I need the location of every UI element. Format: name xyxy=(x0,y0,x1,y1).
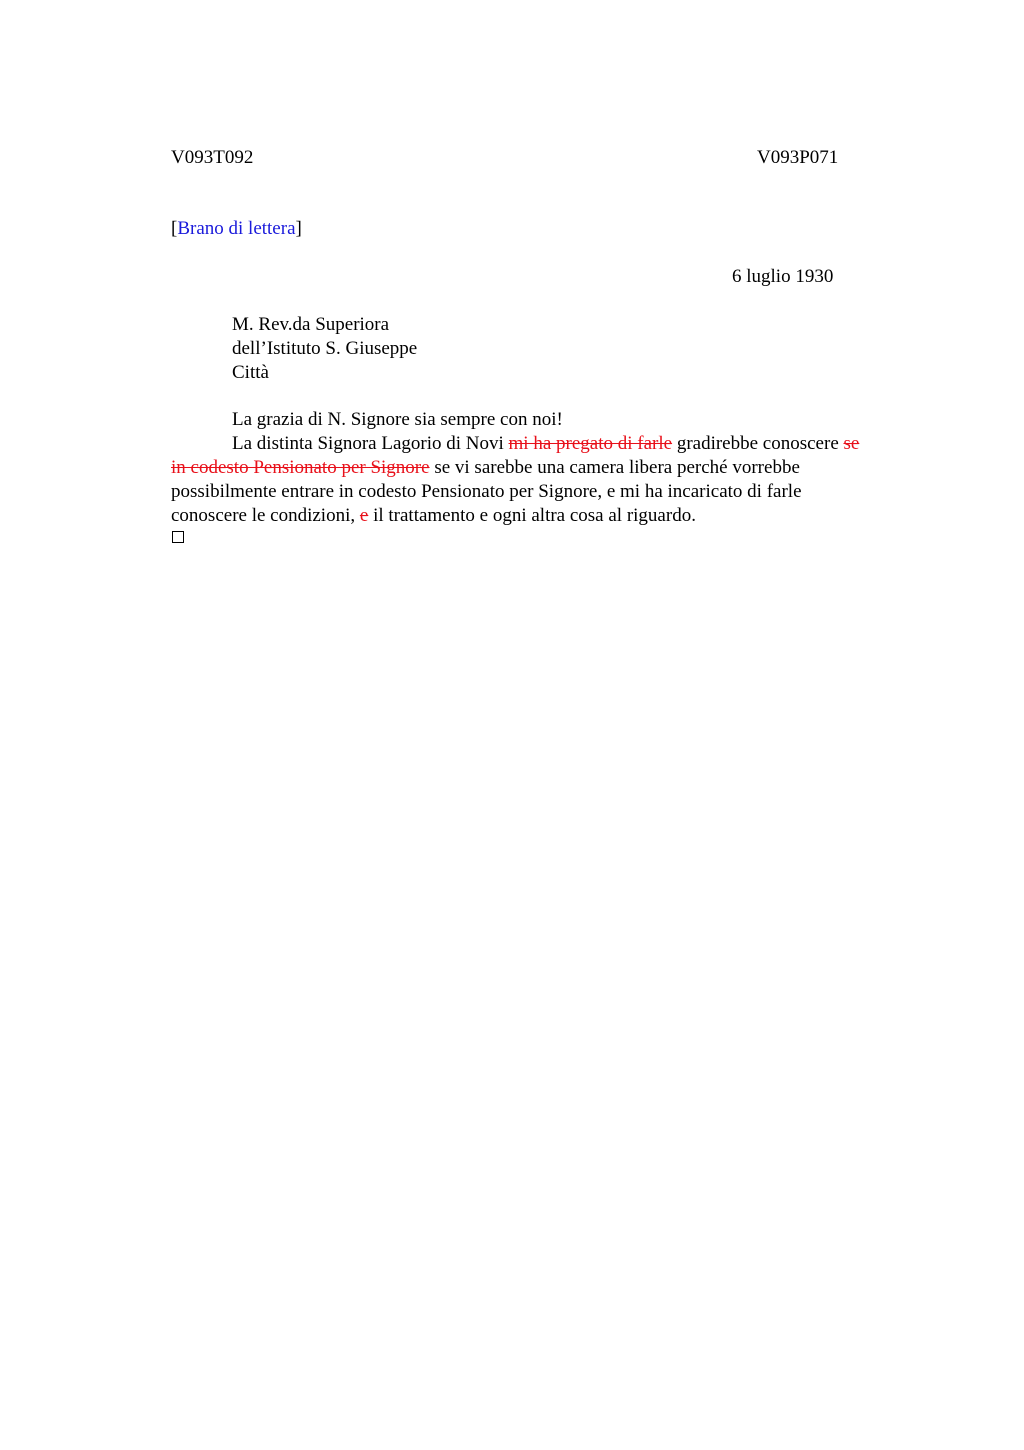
body-line xyxy=(171,432,931,456)
body-text-segment: La distinta Signora Lagorio di Novi xyxy=(232,433,509,454)
letter-heading xyxy=(171,218,302,240)
greeting-line: La grazia di N. Signore sia sempre con noi! xyxy=(232,409,563,430)
deleted-text: e xyxy=(359,505,369,526)
body-line xyxy=(171,456,931,480)
deleted-text: mi ha pregato di farle xyxy=(508,433,673,454)
recipient-address xyxy=(232,313,417,385)
document-code-left: V093T092 xyxy=(171,147,254,168)
body-text-segment: gradirebbe conoscere xyxy=(672,433,844,454)
deleted-text: se xyxy=(843,433,860,454)
letter-date: 6 luglio 1930 xyxy=(732,266,834,287)
address-line: M. Rev.da Superiora xyxy=(232,314,390,335)
deleted-text: in codesto Pensionato per Signore xyxy=(171,457,430,478)
heading-close-bracket: ] xyxy=(295,218,302,239)
letter-body xyxy=(171,408,931,528)
body-text-segment: se vi sarebbe una camera libera perché vorrebbe xyxy=(429,457,800,478)
address-line: Città xyxy=(232,362,269,383)
empty-square-icon xyxy=(172,531,184,543)
document-code-right: V093P071 xyxy=(757,147,839,168)
heading-title: Brano di lettera xyxy=(177,218,296,239)
body-line: possibilmente entrare in codesto Pensionato per Signore, e mi ha incaricato di farle xyxy=(171,481,802,502)
body-text-segment: conoscere le condizioni, xyxy=(171,505,360,526)
address-line: dell’Istituto S. Giuseppe xyxy=(232,338,418,359)
heading-open-bracket: [ xyxy=(171,218,178,239)
body-line xyxy=(171,504,931,528)
body-text-segment: il trattamento e ogni altra cosa al riguardo. xyxy=(368,505,696,526)
